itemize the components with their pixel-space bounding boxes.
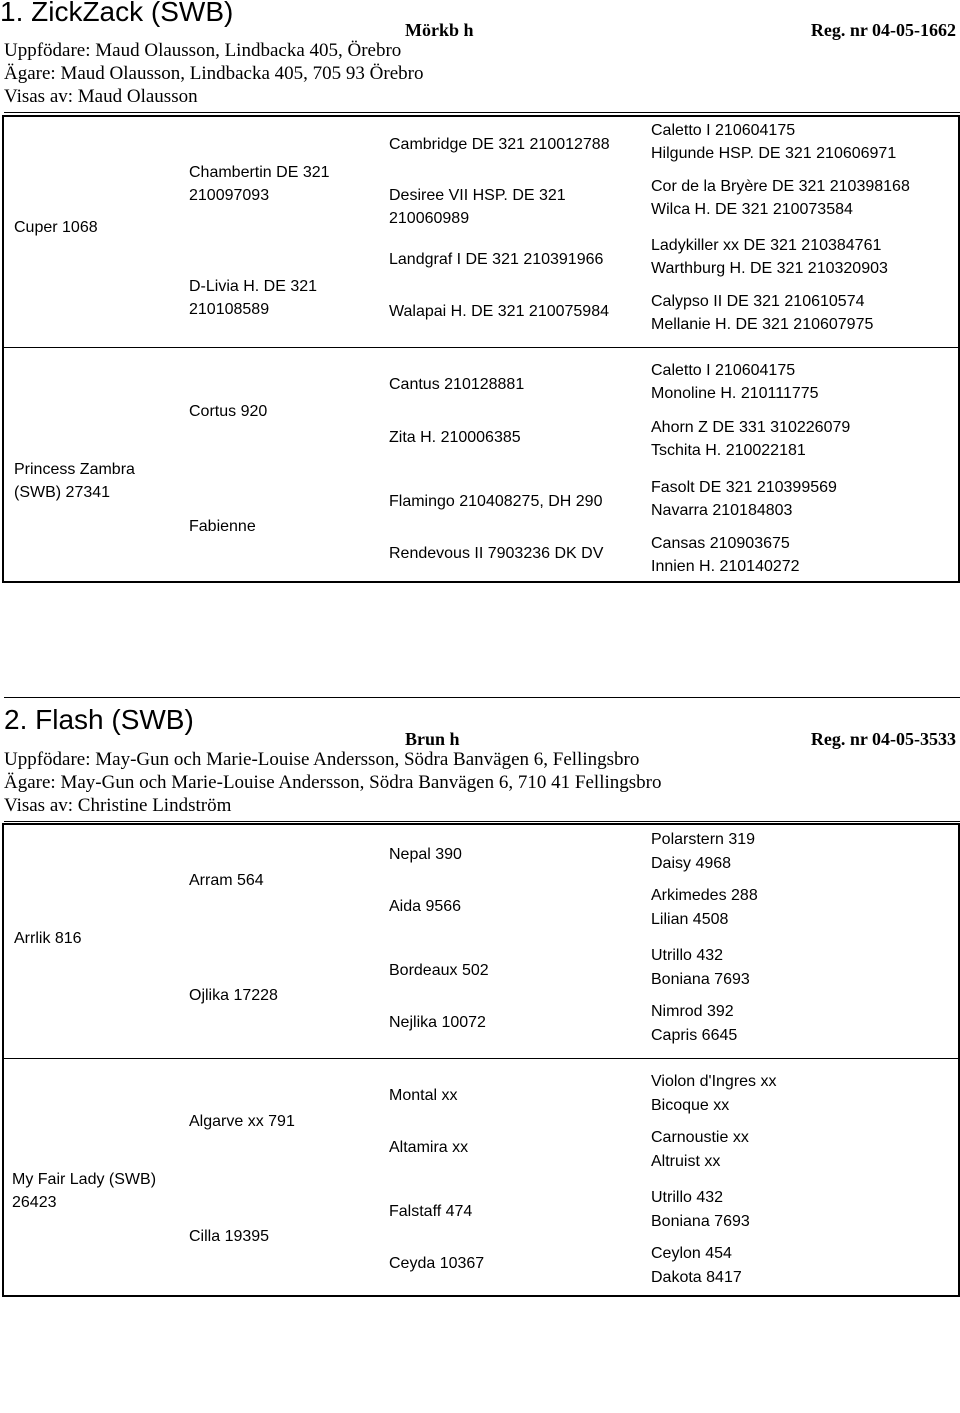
grandparent: Ceyda 10367 [389, 1255, 485, 1272]
great-grandparent: Capris 6645 [651, 1027, 738, 1044]
divider [4, 112, 960, 113]
grandparent: Montal xx [389, 1087, 458, 1104]
great-grandparent: Lilian 4508 [651, 911, 729, 928]
great-grandparent: Bicoque xx [651, 1097, 730, 1114]
dam-name: Princess Zambra (SWB) 27341 [14, 461, 135, 501]
great-grandparent: Ceylon 454 [651, 1245, 732, 1262]
shown-by-line: Visas av: Christine Lindström [4, 795, 232, 816]
dam-dam: Fabienne [189, 518, 256, 535]
great-grandparent: Ahorn Z DE 331 310226079 [651, 419, 851, 436]
grandparent: Rendevous II 7903236 DK DV [389, 545, 604, 562]
horse-title: 2. Flash (SWB) [4, 704, 194, 735]
great-grandparent: Nimrod 392 [651, 1003, 734, 1020]
grandparent: Aida 9566 [389, 898, 462, 915]
breeder-line: Uppfödare: May-Gun och Marie-Louise Andersson, Södra Banvägen 6, Fellingsbro [4, 749, 640, 770]
horse-color: Brun h [405, 729, 460, 749]
sire-sire: Arram 564 [189, 872, 264, 889]
pedigree-divider [4, 347, 958, 348]
grandparent: Walapai H. DE 321 210075984 [389, 303, 609, 320]
great-grandparent: Calypso II DE 321 210610574 [651, 293, 865, 310]
great-grandparent: Innien H. 210140272 [651, 558, 800, 575]
grandparent: Falstaff 474 [389, 1203, 473, 1220]
great-grandparent: Wilca H. DE 321 210073584 [651, 201, 853, 218]
breeder-line: Uppfödare: Maud Olausson, Lindbacka 405, Örebro [4, 40, 402, 61]
grandparent: Altamira xx [389, 1139, 469, 1156]
grandparent: Flamingo 210408275, DH 290 [389, 493, 603, 510]
great-grandparent: Cor de la Bryère DE 321 210398168 [651, 178, 910, 195]
grandparent: Nepal 390 [389, 846, 462, 863]
great-grandparent: Boniana 7693 [651, 1213, 750, 1230]
great-grandparent: Carnoustie xx [651, 1129, 749, 1146]
great-grandparent: Caletto I 210604175 [651, 122, 796, 139]
owner-line: Ägare: May-Gun och Marie-Louise Andersson, Södra Banvägen 6, 710 41 Fellingsbro [4, 772, 662, 793]
grandparent: Cambridge DE 321 210012788 [389, 136, 610, 153]
great-grandparent: Monoline H. 210111775 [651, 385, 819, 402]
grandparent: Nejlika 10072 [389, 1014, 486, 1031]
great-grandparent: Altruist xx [651, 1153, 721, 1170]
sire-name: Arrlik 816 [14, 930, 82, 947]
great-grandparent: Dakota 8417 [651, 1269, 742, 1286]
pedigree-table [2, 823, 960, 1297]
great-grandparent: Ladykiller xx DE 321 210384761 [651, 237, 882, 254]
shown-by-line: Visas av: Maud Olausson [4, 86, 198, 107]
registration-number: Reg. nr 04-05-1662 [810, 20, 956, 40]
registration-number: Reg. nr 04-05-3533 [810, 729, 956, 749]
horse-color: Mörkb h [405, 20, 474, 40]
grandparent: Cantus 210128881 [389, 376, 525, 393]
great-grandparent: Daisy 4968 [651, 855, 732, 872]
great-grandparent: Hilgunde HSP. DE 321 210606971 [651, 145, 897, 162]
dam-dam: Cilla 19395 [189, 1228, 270, 1245]
great-grandparent: Warthburg H. DE 321 210320903 [651, 260, 888, 277]
great-grandparent: Cansas 210903675 [651, 535, 790, 552]
great-grandparent: Boniana 7693 [651, 971, 750, 988]
great-grandparent: Utrillo 432 [651, 947, 724, 964]
great-grandparent: Navarra 210184803 [651, 502, 793, 519]
owner-line: Ägare: Maud Olausson, Lindbacka 405, 705 93 Örebro [4, 63, 424, 84]
grandparent: Desiree VII HSP. DE 321 210060989 [389, 187, 566, 227]
sire-dam: D-Livia H. DE 321 210108589 [189, 278, 318, 318]
great-grandparent: Polarstern 319 [651, 831, 756, 848]
great-grandparent: Arkimedes 288 [651, 887, 758, 904]
sire-sire: Chambertin DE 321 210097093 [189, 164, 330, 204]
grandparent: Landgraf I DE 321 210391966 [389, 251, 604, 268]
grandparent: Bordeaux 502 [389, 962, 489, 979]
dam-sire: Algarve xx 791 [189, 1113, 295, 1130]
great-grandparent: Fasolt DE 321 210399569 [651, 479, 837, 496]
great-grandparent: Mellanie H. DE 321 210607975 [651, 316, 874, 333]
dam-name: My Fair Lady (SWB) 26423 [12, 1171, 157, 1211]
great-grandparent: Caletto I 210604175 [651, 362, 796, 379]
pedigree-divider [4, 1058, 958, 1059]
great-grandparent: Tschita H. 210022181 [651, 442, 806, 459]
divider [4, 821, 960, 822]
great-grandparent: Utrillo 432 [651, 1189, 724, 1206]
horse-title: 1. ZickZack (SWB) [0, 0, 234, 27]
sire-name: Cuper 1068 [14, 219, 98, 236]
sire-dam: Ojlika 17228 [189, 987, 278, 1004]
entry-separator [4, 697, 960, 698]
grandparent: Zita H. 210006385 [389, 429, 521, 446]
dam-sire: Cortus 920 [189, 403, 268, 420]
great-grandparent: Violon d'Ingres xx [651, 1073, 777, 1090]
